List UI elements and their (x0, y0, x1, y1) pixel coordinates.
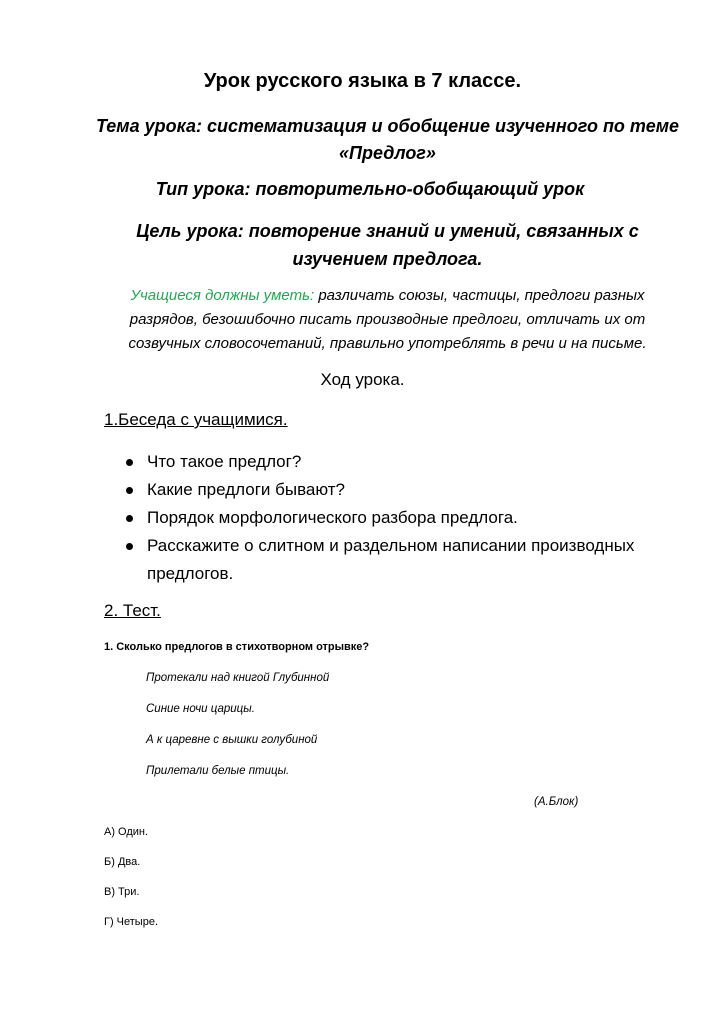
section-conversation-heading: 1.Беседа с учащимися. (104, 410, 288, 429)
list-item: Порядок морфологического разбора предлога. (120, 504, 680, 532)
poem-line: Протекали над книгой Глубинной (146, 672, 330, 684)
skills-text: различать союзы, частицы, предлоги разных разрядов, безошибочно писать производные предлоги, отличать их от созвучных словосочетаний, правильно употреблять в речи и на письме. (128, 287, 647, 352)
list-item: Какие предлоги бывают? (120, 476, 680, 504)
skills-paragraph (105, 284, 670, 356)
list-item: Что такое предлог? (120, 448, 680, 476)
answer-option: Б) Два. (104, 856, 141, 868)
answer-option: В) Три. (104, 886, 140, 898)
answer-option: Г) Четыре. (104, 916, 158, 928)
poem-line: Синие ночи царицы. (146, 703, 255, 715)
poem-line: Прилетали белые птицы. (146, 765, 290, 777)
poem-author: (А.Блок) (534, 796, 579, 808)
lesson-type: Тип урока: повторительно-обобщающий урок (155, 179, 585, 199)
conversation-questions (120, 448, 680, 588)
lesson-goal: Цель урока: повторение знаний и умений, связанных с изучением предлога. (136, 221, 639, 269)
answer-option: А) Один. (104, 826, 149, 838)
test-question: 1. Сколько предлогов в стихотворном отрывке? (104, 641, 370, 653)
list-item: Расскажите о слитном и раздельном написании производных предлогов. (120, 532, 680, 588)
lesson-topic: Тема урока: систематизация и обобщение изученного по теме «Предлог» (95, 116, 680, 163)
section-test-heading: 2. Тест. (104, 601, 161, 620)
lesson-progress-heading: Ход урока. (320, 370, 405, 389)
poem-excerpt (146, 672, 329, 796)
page-title: Урок русского языка в 7 классе. (203, 70, 522, 92)
answer-options (104, 826, 158, 946)
poem-line: А к царевне с вышки голубиной (146, 734, 318, 746)
skills-lead: Учащиеся должны уметь: (130, 287, 315, 304)
